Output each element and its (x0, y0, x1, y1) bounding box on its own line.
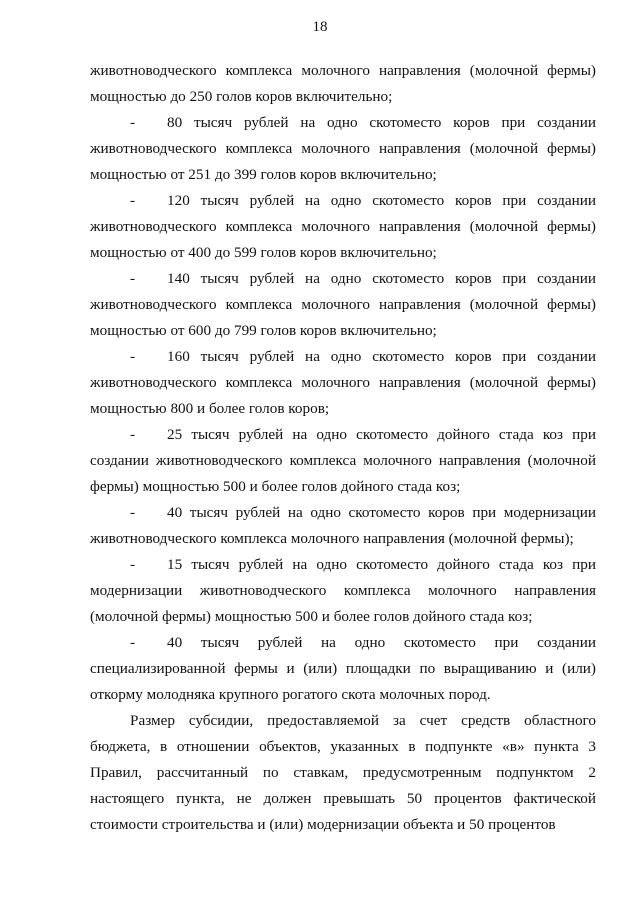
page-number: 18 (312, 19, 328, 35)
dash-marker: - (130, 504, 136, 521)
list-item-dash (90, 422, 596, 500)
document-body (90, 58, 596, 838)
paragraph-text: 40 тысяч рублей на одно скотоместо при создании специализированной фермы и (или) площадки по выращиванию и (или) откорму молодняка крупного рогатого скота молочных пород. (90, 634, 596, 703)
dash-marker: - (130, 270, 136, 287)
list-item-dash (90, 630, 596, 708)
dash-marker: - (130, 114, 136, 131)
list-item-dash (90, 266, 596, 344)
paragraph-continuation (90, 58, 596, 110)
dash-marker: - (130, 426, 136, 443)
paragraph-text: 160 тысяч рублей на одно скотоместо коров при создании животноводческого комплекса молочного направления (молочной фермы) мощностью 800 и более голов коров; (90, 348, 596, 417)
dash-marker: - (130, 192, 136, 209)
list-item-dash (90, 552, 596, 630)
dash-marker: - (130, 348, 136, 365)
paragraph-text: 25 тысяч рублей на одно скотоместо дойного стада коз при создании животноводческого комплекса молочного направления (молочной фермы) мощностью 500 и более голов дойного стада коз; (90, 426, 596, 495)
list-item-dash (90, 500, 596, 552)
list-item-dash (90, 344, 596, 422)
paragraph-text: 120 тысяч рублей на одно скотоместо коров при создании животноводческого комплекса молочного направления (молочной фермы) мощностью от 400 до 599 голов коров включительно; (90, 192, 596, 261)
paragraph-text: 140 тысяч рублей на одно скотоместо коров при создании животноводческого комплекса молочного направления (молочной фермы) мощностью от 600 до 799 голов коров включительно; (90, 270, 596, 339)
paragraph-indented (90, 708, 596, 838)
paragraph-text: 40 тысяч рублей на одно скотоместо коров при модернизации животноводческого комплекса молочного направления (молочной фермы); (90, 504, 596, 547)
paragraph-text: животноводческого комплекса молочного направления (молочной фермы) мощностью до 250 голов коров включительно; (90, 62, 596, 105)
list-item-dash (90, 110, 596, 188)
paragraph-text: 80 тысяч рублей на одно скотоместо коров при создании животноводческого комплекса молочного направления (молочной фермы) мощностью от 251 до 399 голов коров включительно; (90, 114, 596, 183)
list-item-dash (90, 188, 596, 266)
dash-marker: - (130, 556, 136, 573)
paragraph-text: 15 тысяч рублей на одно скотоместо дойного стада коз при модернизации животноводческого комплекса молочного направления (молочной фермы) мощностью 500 и более голов дойного стада коз; (90, 556, 596, 625)
dash-marker: - (130, 634, 136, 651)
paragraph-text: Размер субсидии, предоставляемой за счет средств областного бюджета, в отношении объектов, указанных в подпункте «в» пункта 3 Правил, рассчитанный по ставкам, предусмотренным подпунктом 2 настоящего пункта, не должен превышать 50 процентов фактической стоимости строительства и (или) модернизации объекта и 50 процентов (90, 712, 596, 833)
